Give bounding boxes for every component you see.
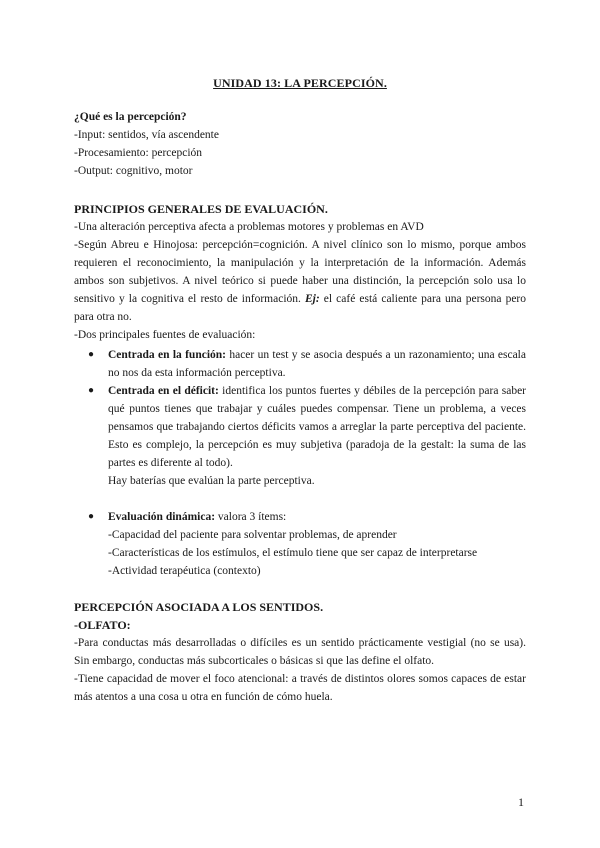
output-line: -Output: cognitivo, motor [74,165,193,177]
dinamica-item-2: -Características de los estímulos, el estímulo tiene que ser capaz de interpretarse [108,547,478,559]
principios-line-1: -Una alteración perceptiva afecta a problemas motores y problemas en AVD [74,221,424,233]
page-title: UNIDAD 13: LA PERCEPCIÓN. [213,76,387,90]
dinamica-item-1: -Capacidad del paciente para solventar problemas, de aprender [108,529,397,541]
bullet-icon: ● [88,385,95,396]
list-item [74,508,526,526]
fuentes-line: -Dos principales fuentes de evaluación: [74,329,256,341]
list-item [74,382,526,472]
dinamica-text: valora 3 ítems: [217,511,287,523]
sentidos-heading: PERCEPCIÓN ASOCIADA A LOS SENTIDOS. [74,600,324,614]
olfato-paragraph-2: -Tiene capacidad de mover el foco atencional: a través de distintos olores somos capaces de estar más atentos a una cosa u otra en función de cómo huela. [74,673,526,703]
input-line: -Input: sentidos, vía ascendente [74,129,219,141]
section-sentidos [74,598,526,706]
list-item [74,346,526,382]
olfato-paragraph-1: -Para conductas más desarrolladas o difíciles es un sentido prácticamente vestigial (no se usa). Sin embargo, conductas más subcorticales o básicas si que las define el olfato. [74,637,526,667]
evaluation-list [74,346,526,490]
dinamica-list [74,508,526,580]
baterias-text: Hay baterías que evalúan la parte perceptiva. [108,475,315,487]
example-text: el café está caliente para una persona pero para otra no. [74,293,527,323]
example-label: Ej: [304,293,320,305]
question-heading: ¿Qué es la percepción? [74,111,187,123]
dinamica-item-3: -Actividad terapéutica (contexto) [108,565,261,577]
bullet-extra-line [74,472,526,490]
section-principios [74,200,526,344]
bullet-icon: ● [88,511,95,522]
bullet-text-funcion: hacer un test y se asocia después a un razonamiento; una escala no nos da esta información perceptiva. [108,349,526,379]
abreu-text: -Según Abreu e Hinojosa: percepción=cognición. A nivel clínico son lo mismo, porque ambos requieren el reconocimiento, la manipulación y la interpretación de la información. Además ambos son subjetivos. A nivel teórico si puede haber una distinción, la percepción solo usa lo sensitivo y la cognitiva el resto de información. [74,239,526,305]
bullet-icon: ● [88,349,95,360]
abreu-paragraph [74,236,526,326]
section-que-es [74,108,526,180]
bullet-label-deficit: Centrada en el déficit: [108,385,219,397]
page-number: 1 [518,795,524,809]
principios-heading: PRINCIPIOS GENERALES DE EVALUACIÓN. [74,202,328,216]
bullet-label-funcion: Centrada en la función: [108,349,226,361]
processing-line: -Procesamiento: percepción [74,147,203,159]
dinamica-label: Evaluación dinámica: [108,511,216,523]
olfato-subheading: -OLFATO: [74,618,131,632]
bullet-text-deficit: identifica los puntos fuertes y débiles de la percepción para saber qué puntos tienes que trabajar y cuáles puedes compensar. Tiene un problema, a veces pensamos que trabajando ciertos déficits vamos a arreglar la parte perceptiva del paciente. Esto es complejo, la percepción es muy subjetiva (paradoja de la gestalt: la suma de las partes es diferente al todo). [108,385,526,469]
